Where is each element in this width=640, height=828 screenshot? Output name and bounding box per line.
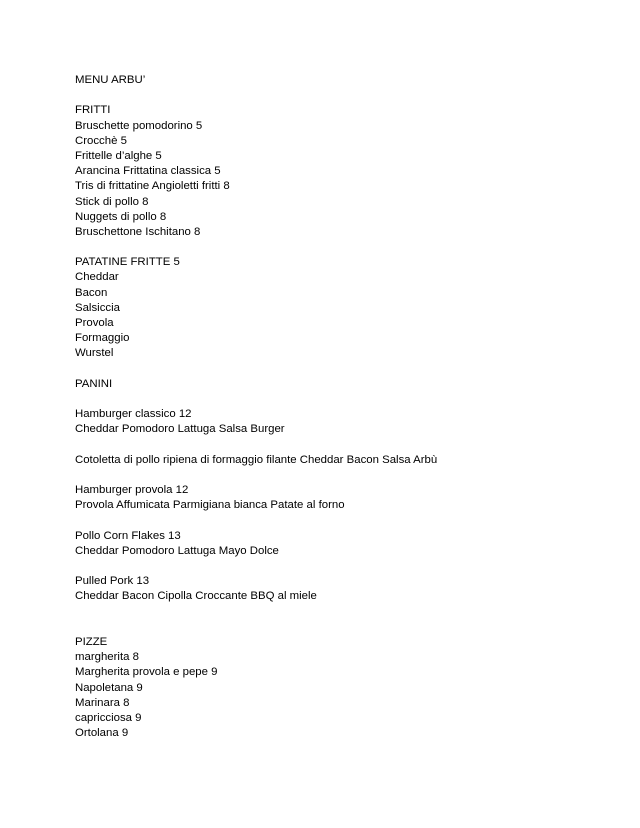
spacer	[75, 468, 615, 483]
menu-item: Frittelle d’alghe 5	[75, 149, 162, 162]
panino-name: Hamburger classico 12	[75, 408, 192, 421]
menu-title: MENU ARBU’	[75, 74, 146, 86]
menu-item: Margherita provola e pepe 9	[75, 666, 218, 679]
panino-name: Pulled Pork 13	[75, 575, 150, 588]
menu-item: Provola	[75, 317, 114, 329]
panino-name: Pollo Corn Flakes 13	[75, 529, 181, 542]
panino-description: Provola Affumicata Parmigiana bianca Patate al forno	[75, 499, 345, 512]
section-heading-pizze: PIZZE	[75, 635, 108, 648]
section-heading-patatine: PATATINE FRITTE 5	[75, 256, 180, 269]
menu-item: Wurstel	[75, 347, 114, 360]
spacer	[75, 88, 615, 103]
menu-item: Salsiccia	[75, 301, 120, 314]
spacer	[75, 513, 615, 528]
section-heading-fritti: FRITTI	[75, 104, 111, 117]
menu-item: margherita 8	[75, 651, 139, 664]
menu-item: Marinara 8	[75, 696, 130, 709]
panino-name: Cotoletta di pollo ripiena di formaggio filante Cheddar Bacon Salsa Arbù	[75, 453, 438, 466]
menu-item: Formaggio	[75, 332, 130, 345]
menu-item: Nuggets di pollo 8	[75, 210, 167, 223]
menu-item: Crocchè 5	[75, 134, 127, 147]
menu-item: Bruschette pomodorino 5	[75, 119, 203, 132]
menu-item: Napoletana 9	[75, 681, 143, 694]
spacer	[75, 605, 615, 635]
menu-item: Cheddar	[75, 271, 119, 284]
panino-description: Cheddar Pomodoro Lattuga Mayo Dolce	[75, 544, 279, 557]
spacer	[75, 240, 615, 255]
menu-item: Bruschettone Ischitano 8	[75, 225, 201, 238]
menu-item: Tris di frittatine Angioletti fritti 8	[75, 180, 230, 193]
panino-name: Hamburger provola 12	[75, 484, 189, 497]
menu-item: capricciosa 9	[75, 711, 142, 724]
menu-document	[75, 73, 615, 741]
menu-item: Bacon	[75, 286, 108, 299]
spacer	[75, 362, 615, 377]
spacer	[75, 559, 615, 574]
panino-description: Cheddar Pomodoro Lattuga Salsa Burger	[75, 423, 285, 436]
spacer	[75, 392, 615, 407]
panino-description: Cheddar Bacon Cipolla Croccante BBQ al miele	[75, 590, 317, 603]
menu-item: Ortolana 9	[75, 727, 129, 740]
menu-item: Arancina Frittatina classica 5	[75, 165, 221, 178]
menu-item: Stick di pollo 8	[75, 195, 149, 208]
spacer	[75, 438, 615, 453]
section-heading-panini: PANINI	[75, 377, 113, 390]
